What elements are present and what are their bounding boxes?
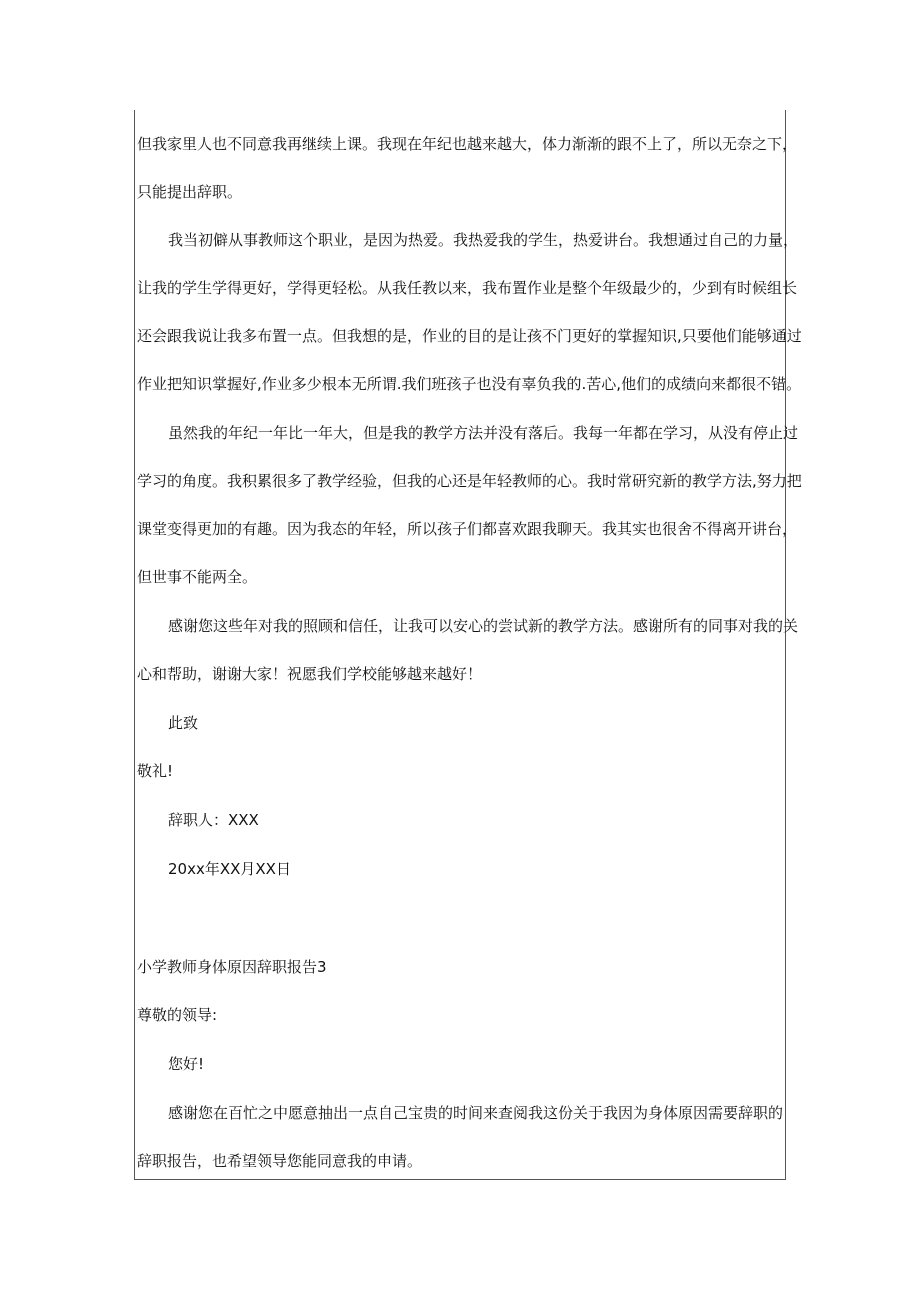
paragraph-line: 感谢您这些年对我的照顾和信任，让我可以安心的尝试新的教学方法。感谢所有的同事对我的关 [168, 617, 799, 635]
paragraph-line: 只能提出辞职。 [137, 183, 243, 201]
paragraph-line: 课堂变得更加的有趣。因为我态的年轻，所以孩子们都喜欢跟我聊天。我其实也很舍不得离开讲台， [137, 520, 798, 538]
paragraph-line: 感谢您在百忙之中愿意抽出一点自己宝贵的时间来查阅我这份关于我因为身体原因需要辞职的 [168, 1104, 784, 1122]
paragraph-line: 但世事不能两全。 [137, 568, 258, 586]
paragraph-line: 学习的角度。我积累很多了教学经验，但我的心还是年轻教师的心。我时常研究新的教学方法,努力把 [137, 472, 802, 490]
paragraph-line: 但我家里人也不同意我再继续上课。我现在年纪也越来越大，体力渐渐的跟不上了，所以无奈之下， [137, 135, 798, 153]
paragraph-line: 心和帮助，谢谢大家！祝愿我们学校能够越来越好！ [137, 665, 483, 683]
paragraph-line: 作业把知识掌握好,作业多少根本无所谓.我们班孩子也没有辜负我的.苦心,他们的成绩向来都很不错。 [137, 375, 802, 393]
greeting-line: 您好! [168, 1055, 205, 1073]
greeting: 尊敬的领导: [137, 1006, 218, 1024]
closing-respect: 敬礼! [137, 762, 174, 780]
signature-date: 20xx年XX月XX日 [168, 860, 291, 878]
page-frame [134, 110, 786, 1180]
paragraph-line: 我当初僻从事教师这个职业，是因为热爱。我热爱我的学生，热爱讲台。我想通过自己的力量， [168, 231, 799, 249]
paragraph-line: 辞职报告，也希望领导您能同意我的申请。 [137, 1152, 423, 1170]
section-title: 小学教师身体原因辞职报告3 [137, 958, 327, 976]
closing-salutation: 此致 [168, 714, 199, 732]
paragraph-line: 让我的学生学得更好，学得更轻松。从我任教以来，我布置作业是整个年级最少的，少到有时候组长 [137, 279, 798, 297]
signature-name: 辞职人：XXX [168, 811, 259, 829]
paragraph-line: 虽然我的年纪一年比一年大，但是我的教学方法并没有落后。我每一年都在学习，从没有停止过 [168, 424, 799, 442]
paragraph-line: 还会跟我说让我多布置一点。但我想的是，作业的目的是让孩不门更好的掌握知识,只要他们能够通过 [137, 327, 802, 345]
